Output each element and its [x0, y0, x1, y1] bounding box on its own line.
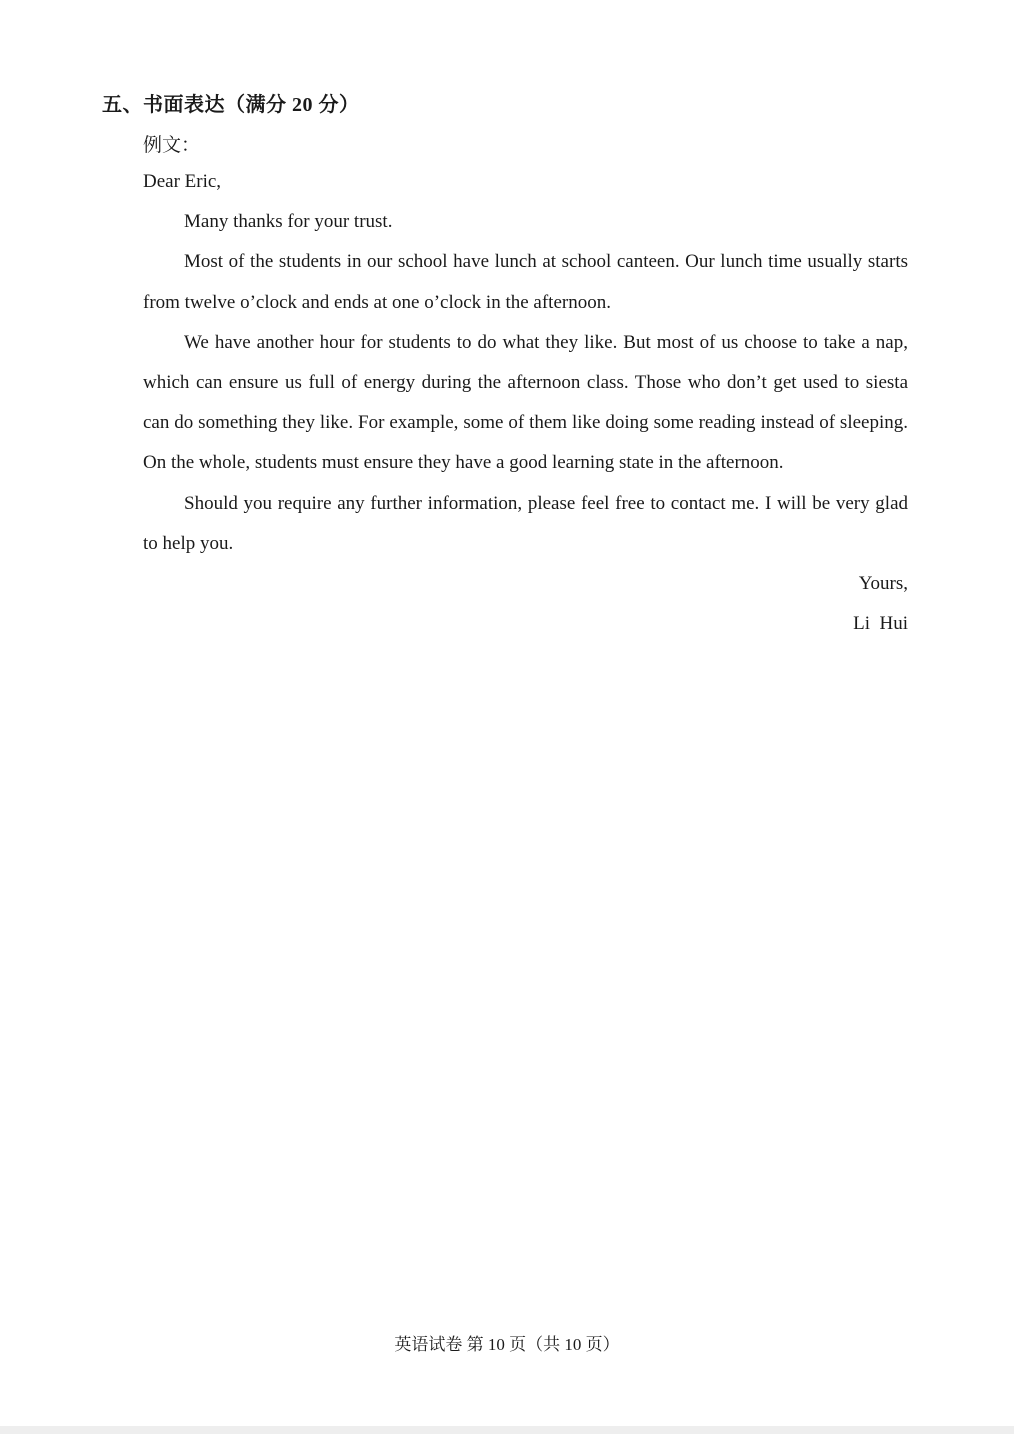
letter-closing: Yours, [858, 573, 908, 595]
letter-paragraph: We have another hour for students to do what they like. But most of us choose to take a nap, which can ensure us full of energy during the afternoon class. Those who don’t get used to siesta can do something they like. For example, some of them like doing some reading instead of sleeping. On the whole, students must ensure they have a good learning state in the afternoon. [143, 331, 908, 474]
letter-signature: Li Hui [853, 613, 908, 635]
letter-paragraph: Should you require any further information, please feel free to contact me. I will be very glad to help you. [143, 492, 908, 554]
letter-salutation: Dear Eric, [143, 171, 222, 192]
sample-letter [143, 162, 908, 644]
letter-paragraph: Many thanks for your trust. [184, 211, 393, 233]
section-heading: 五、书面表达（满分 20 分） [102, 94, 360, 116]
letter-paragraph: Most of the students in our school have lunch at school canteen. Our lunch time usually starts from twelve o’clock and ends at one o’clock in the afternoon. [143, 251, 908, 313]
scan-edge [0, 1426, 1014, 1434]
sample-essay-label: 例文： [143, 135, 201, 156]
page-footer: 英语试卷 第 10 页（共 10 页） [394, 1335, 620, 1354]
